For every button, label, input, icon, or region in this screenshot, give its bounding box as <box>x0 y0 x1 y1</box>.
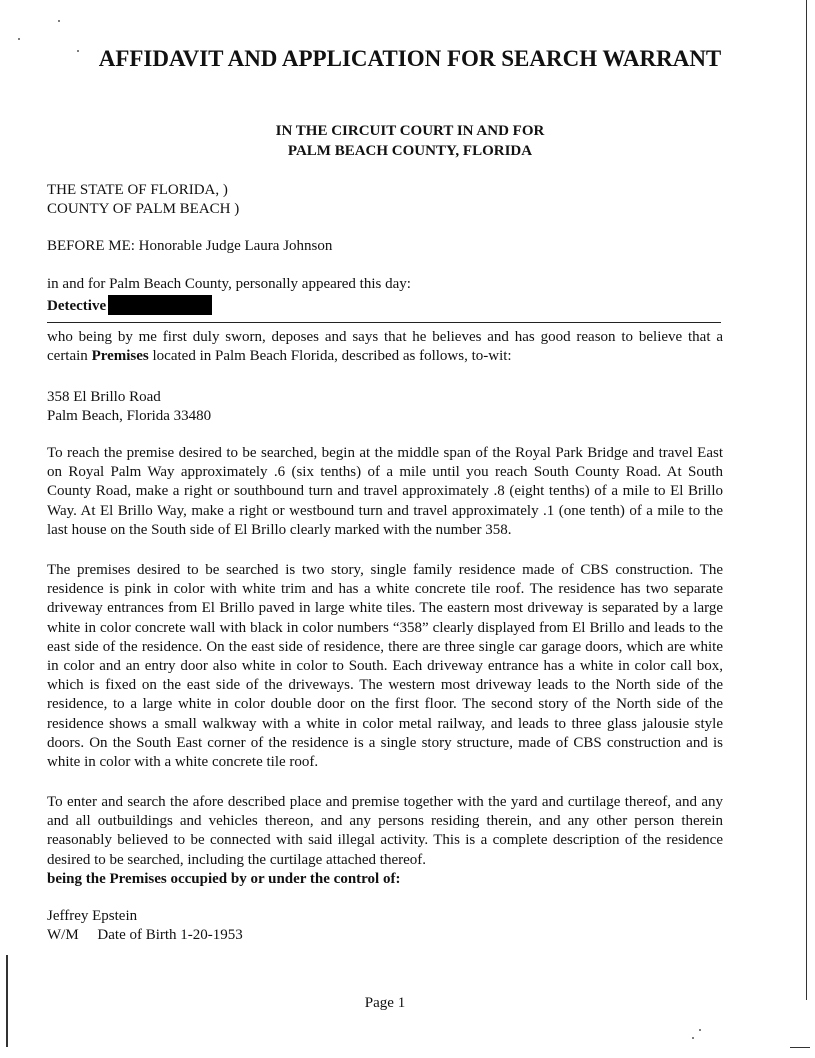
directions-paragraph: To reach the premise desired to be searched, begin at the middle span of the Royal Park Bridge and travel East on Royal Palm Way approximately .6 (six tenths) of a mile until you reach South County Road. At South County Road, make a right or southbound turn and travel approximately .8 (eight tenths) of a mile to El Brillo Way. At El Brillo Way, make a right or westbound turn and travel approximately .1 (one tenth) of a mile to the last house on the South side of El Brillo clearly marked with the number 358. <box>47 445 723 538</box>
subject-name: Jeffrey Epstein <box>47 908 138 924</box>
occupied-by-line: being the Premises occupied by or under the control of: <box>47 871 401 887</box>
redaction-bar <box>108 295 212 315</box>
venue-county: COUNTY OF PALM BEACH ) <box>47 201 240 217</box>
sworn-text-2: located in Palm Beach Florida, described as follows, to-wit: <box>148 348 512 365</box>
scan-speck <box>699 1029 701 1031</box>
address-line-2: Palm Beach, Florida 33480 <box>47 408 212 424</box>
scan-edge-right <box>806 0 807 1000</box>
affiant-line <box>47 295 212 317</box>
sworn-statement <box>47 328 723 366</box>
sworn-text-1: who being by me first duly sworn, deposes and says that he believes and has good reason to believe that a certain <box>47 329 723 365</box>
court-line-2: PALM BEACH COUNTY, FLORIDA <box>287 143 533 159</box>
signature-rule <box>47 322 721 323</box>
document-title: AFFIDAVIT AND APPLICATION FOR SEARCH WARRANT <box>98 46 722 71</box>
description-paragraph: The premises desired to be searched is two story, single family residence made of CBS construction. The residence is pink in color with white trim and has a white concrete tile roof. The residence has two separate driveway entrances from El Brillo paved in large white tiles. The eastern most driveway is separated by a large white in color concrete wall with black in color numbers “358” clearly displayed from El Brillo and leads to the east side of the residence. On the east side of residence, there are three single car garage doors, which are white in color and an entry door also white in color to South. Each driveway entrance has a white in color call box, which is fixed on the east side of the driveways. The western most driveway leads to the North side of the residence, to a large white in color double door on the first floor. The second story of the North side of the residence shows a small walkway with a white in color metal railway, and leads to three glass jalousie style doors. On the South East corner of the residence is a single story structure, made of CBS construction and is white in color with a white concrete tile roof. <box>47 562 723 771</box>
scan-speck <box>77 50 79 52</box>
before-me-line: BEFORE ME: Honorable Judge Laura Johnson <box>47 238 333 254</box>
court-line-1: IN THE CIRCUIT COURT IN AND FOR <box>275 123 545 139</box>
scan-speck <box>58 20 60 22</box>
address-line-1: 358 El Brillo Road <box>47 389 161 405</box>
court-heading <box>160 121 660 161</box>
scan-speck <box>692 1037 694 1039</box>
scan-mark-bottom-right <box>790 1047 810 1048</box>
subject-details: W/M Date of Birth 1-20-1953 <box>47 927 243 943</box>
appeared-line: in and for Palm Beach County, personally appeared this day: <box>47 276 411 292</box>
scan-speck <box>18 38 20 40</box>
venue-state: THE STATE OF FLORIDA, ) <box>47 182 228 198</box>
sworn-bold-premises: Premises <box>91 348 149 365</box>
scan-edge-left <box>6 955 8 1047</box>
affiant-label: Detective <box>47 298 107 314</box>
enter-search-paragraph: To enter and search the afore described place and premise together with the yard and curtilage thereof, and any and all outbuildings and vehicles thereon, and any persons residing therein, and any other person therein reasonably believed to be connected with said illegal activity. This is a complete description of the residence desired to be searched, including the curtilage attached thereof. <box>47 794 723 868</box>
page-number: Page 1 <box>364 995 406 1011</box>
